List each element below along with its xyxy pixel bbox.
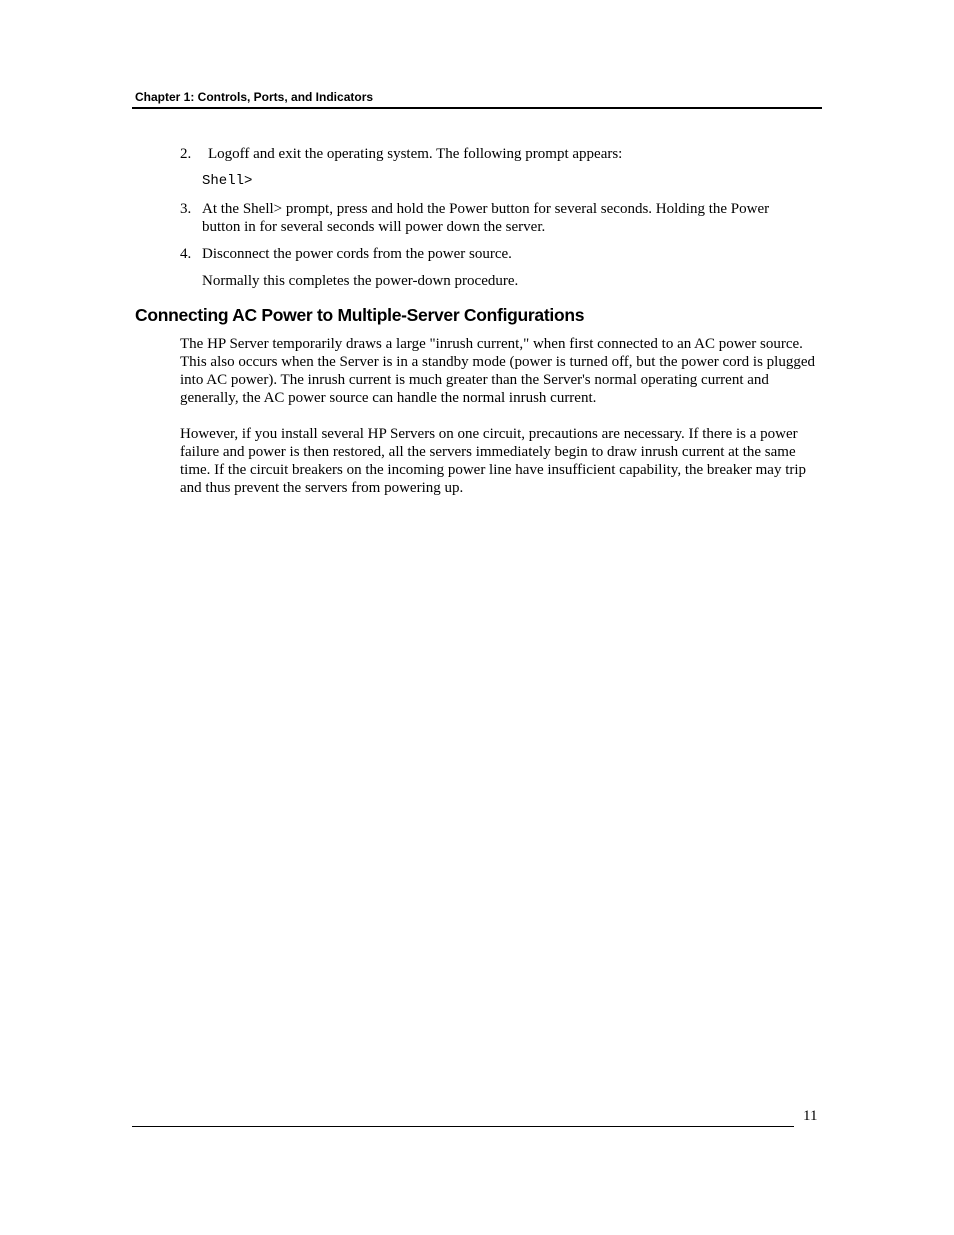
step-text: Logoff and exit the operating system. The following prompt appears: <box>208 146 623 162</box>
section-heading: Connecting AC Power to Multiple-Server Configurations <box>135 305 585 325</box>
step-number: 4. <box>180 246 192 262</box>
body-paragraph: The HP Server temporarily draws a large "inrush current," when first connected to an AC power source. This also occurs when the Server is in a standby mode (power is turned off, but the power cord is plugged into AC power). The inrush current is much greater than the Server's normal operating current and generally, the AC power source can handle the normal inrush current. <box>180 336 815 406</box>
running-header: Chapter 1: Controls, Ports, and Indicators <box>135 90 374 104</box>
step-text: Disconnect the power cords from the power source. <box>202 246 512 262</box>
page-number: 11 <box>803 1108 818 1124</box>
header-rule <box>132 107 822 109</box>
step-number: 3. <box>180 201 192 217</box>
step-number: 2. <box>180 146 192 162</box>
step-text: At the Shell> prompt, press and hold the Power button for several seconds. Holding the Power button in for several seconds will power down the server. <box>202 201 770 235</box>
step-note: Normally this completes the power-down procedure. <box>202 273 519 289</box>
code-prompt: Shell> <box>202 173 253 189</box>
footer-rule <box>132 1126 794 1127</box>
body-paragraph: However, if you install several HP Servers on one circuit, precautions are necessary. If there is a power failure and power is then restored, all the servers immediately begin to draw inrush current at the same time. If the circuit breakers on the incoming power line have insufficient capability, the breaker may trip and thus prevent the servers from powering up. <box>180 426 807 496</box>
